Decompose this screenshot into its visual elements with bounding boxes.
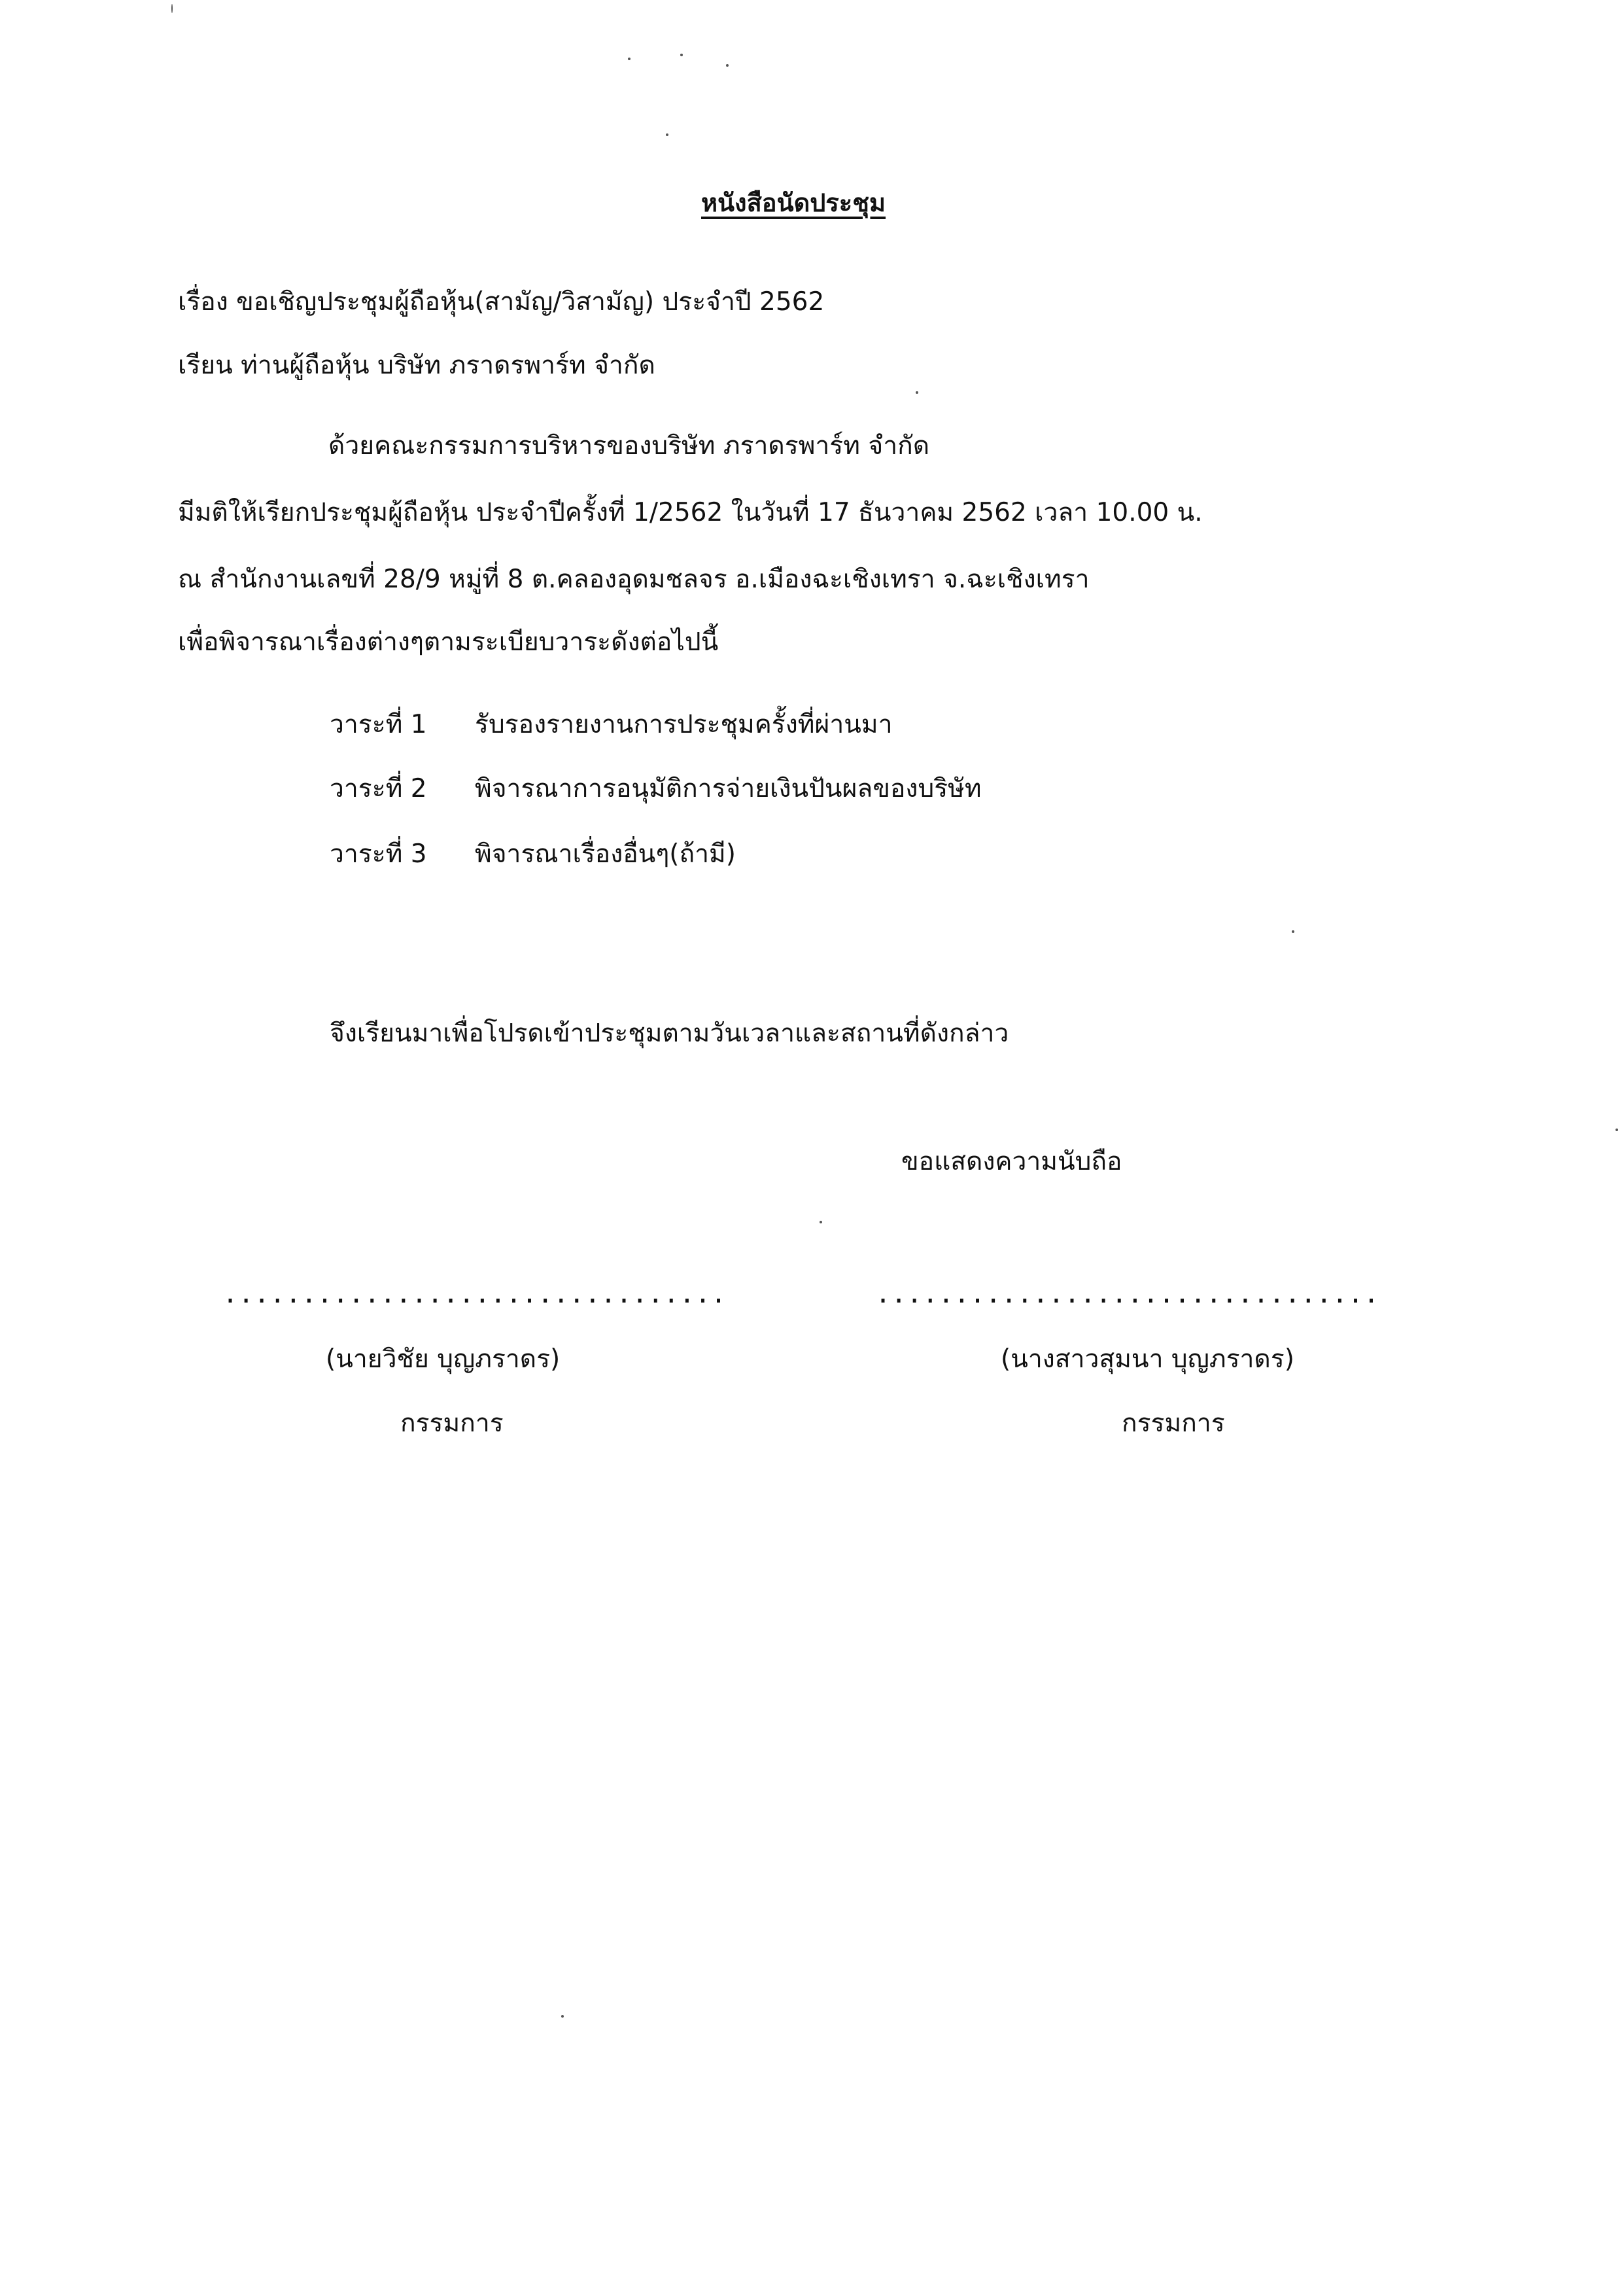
agenda-text: พิจารณาเรื่องอื่นๆ(ถ้ามี) <box>475 839 736 869</box>
scan-speck <box>171 4 173 13</box>
agenda-label: วาระที่ 3 <box>330 839 427 869</box>
scan-speck <box>1292 930 1294 933</box>
scan-speck <box>628 58 631 60</box>
signatory-position: กรรมการ <box>400 1409 504 1438</box>
closing-line: จึงเรียนมาเพื่อโปรดเข้าประชุมตามวันเวลาและสถานที่ดังกล่าว <box>330 1019 1009 1048</box>
body-line-3: ณ สำนักงานเลขที่ 28/9 หมู่ที่ 8 ต.คลองอุดมชลจร อ.เมืองฉะเชิงเทรา จ.ฉะเชิงเทรา <box>178 565 1090 594</box>
agenda-label: วาระที่ 1 <box>330 710 427 739</box>
agenda-text: พิจารณาการอนุมัติการจ่ายเงินปันผลของบริษัท <box>475 774 982 803</box>
signature-line: ................................ <box>222 1279 727 1309</box>
recipient-line: เรียน ท่านผู้ถือหุ้น บริษัท ภราดรพาร์ท จำกัด <box>178 351 655 380</box>
subject-line: เรื่อง ขอเชิญประชุมผู้ถือหุ้น(สามัญ/วิสามัญ) ประจำปี 2562 <box>178 287 825 317</box>
scan-speck <box>916 391 918 394</box>
signatory-name: (นายวิชัย บุญภราดร) <box>326 1344 561 1374</box>
agenda-text: รับรองรายงานการประชุมครั้งที่ผ่านมา <box>475 710 893 739</box>
body-line-4: เพื่อพิจารณาเรื่องต่างๆตามระเบียบวาระดังต่อไปนี้ <box>178 627 719 657</box>
scan-speck <box>561 2015 564 2018</box>
body-line-1: ด้วยคณะกรรมการบริหารของบริษัท ภราดรพาร์ท จำกัด <box>328 431 930 461</box>
document-title: หนังสือนัดประชุม <box>701 188 886 217</box>
scan-speck <box>680 54 683 56</box>
agenda-label: วาระที่ 2 <box>330 774 427 803</box>
scan-speck <box>666 133 668 136</box>
scan-speck <box>820 1221 822 1223</box>
signature-line: ................................ <box>875 1279 1379 1309</box>
signatory-name: (นางสาวสุมนา บุญภราดร) <box>1001 1344 1294 1374</box>
regards-line: ขอแสดงความนับถือ <box>901 1147 1122 1176</box>
signatory-position: กรรมการ <box>1122 1409 1225 1438</box>
body-line-2: มีมติให้เรียกประชุมผู้ถือหุ้น ประจำปีครั้งที่ 1/2562 ในวันที่ 17 ธันวาคม 2562 เวลา 10.00 น. <box>178 498 1203 527</box>
scan-speck <box>726 64 729 67</box>
scan-speck <box>1615 1129 1618 1131</box>
